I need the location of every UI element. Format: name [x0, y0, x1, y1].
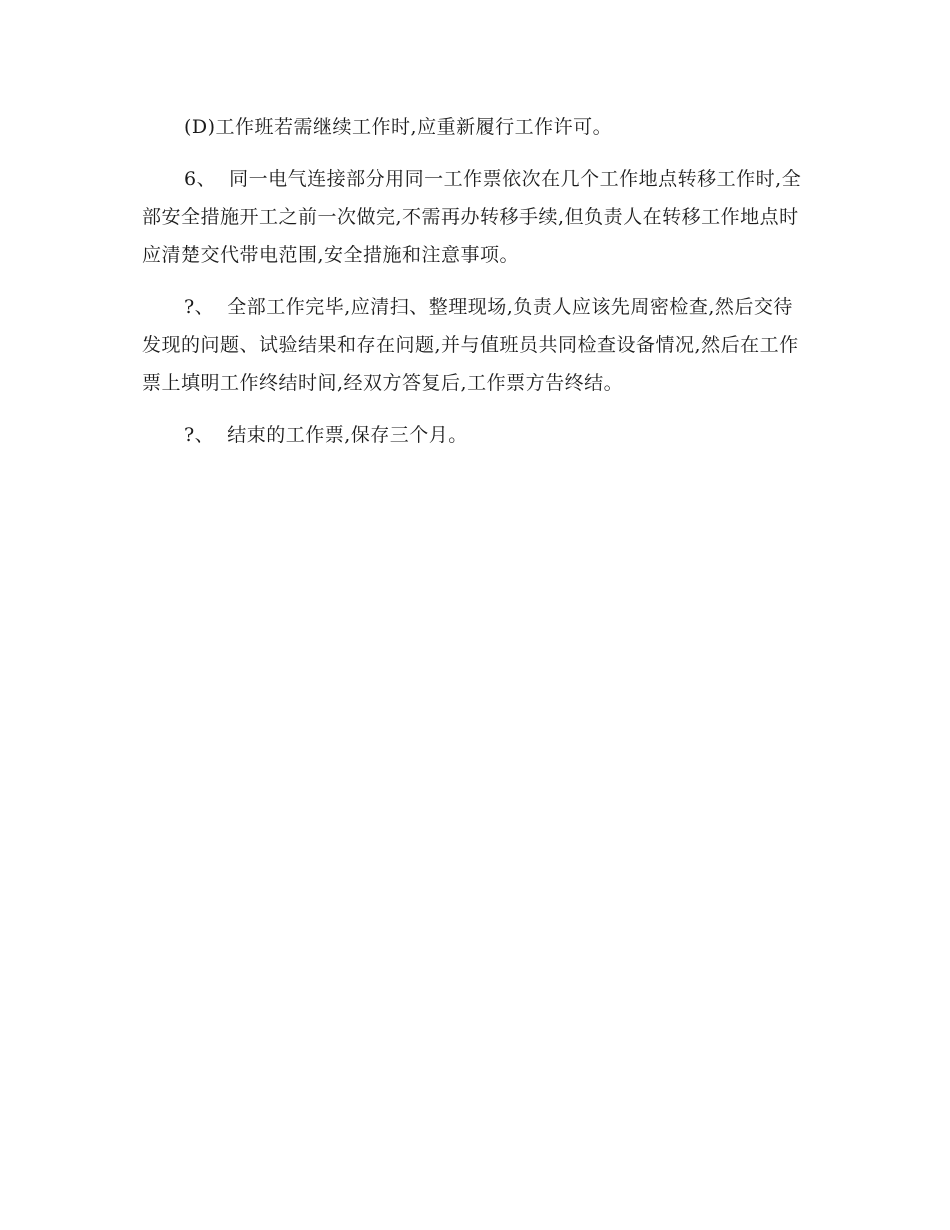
paragraph-ticket-retention: ?、 结束的工作票,保存三个月。: [184, 424, 468, 446]
paragraph-transfer-location: 6、 同一电气连接部分用同一工作票依次在几个工作地点转移工作时,全部安全措施开工之前一次做完,不需再办转移手续,但负责人在转移工作地点时应清楚交代带电范围,安全措施和注意事项。: [142, 168, 802, 266]
paragraph-work-permit: (D)工作班若需继续工作时,应重新履行工作许可。: [184, 116, 613, 138]
document-body: [142, 108, 810, 468]
paragraph-work-completion: ?、 全部工作完毕,应清扫、整理现场,负责人应该先周密检查,然后交待发现的问题、试验结果和存在问题,并与值班员共同检查设备情况,然后在工作票上填明工作终结时间,经双方答复后,工作票方告终结。: [142, 296, 799, 394]
